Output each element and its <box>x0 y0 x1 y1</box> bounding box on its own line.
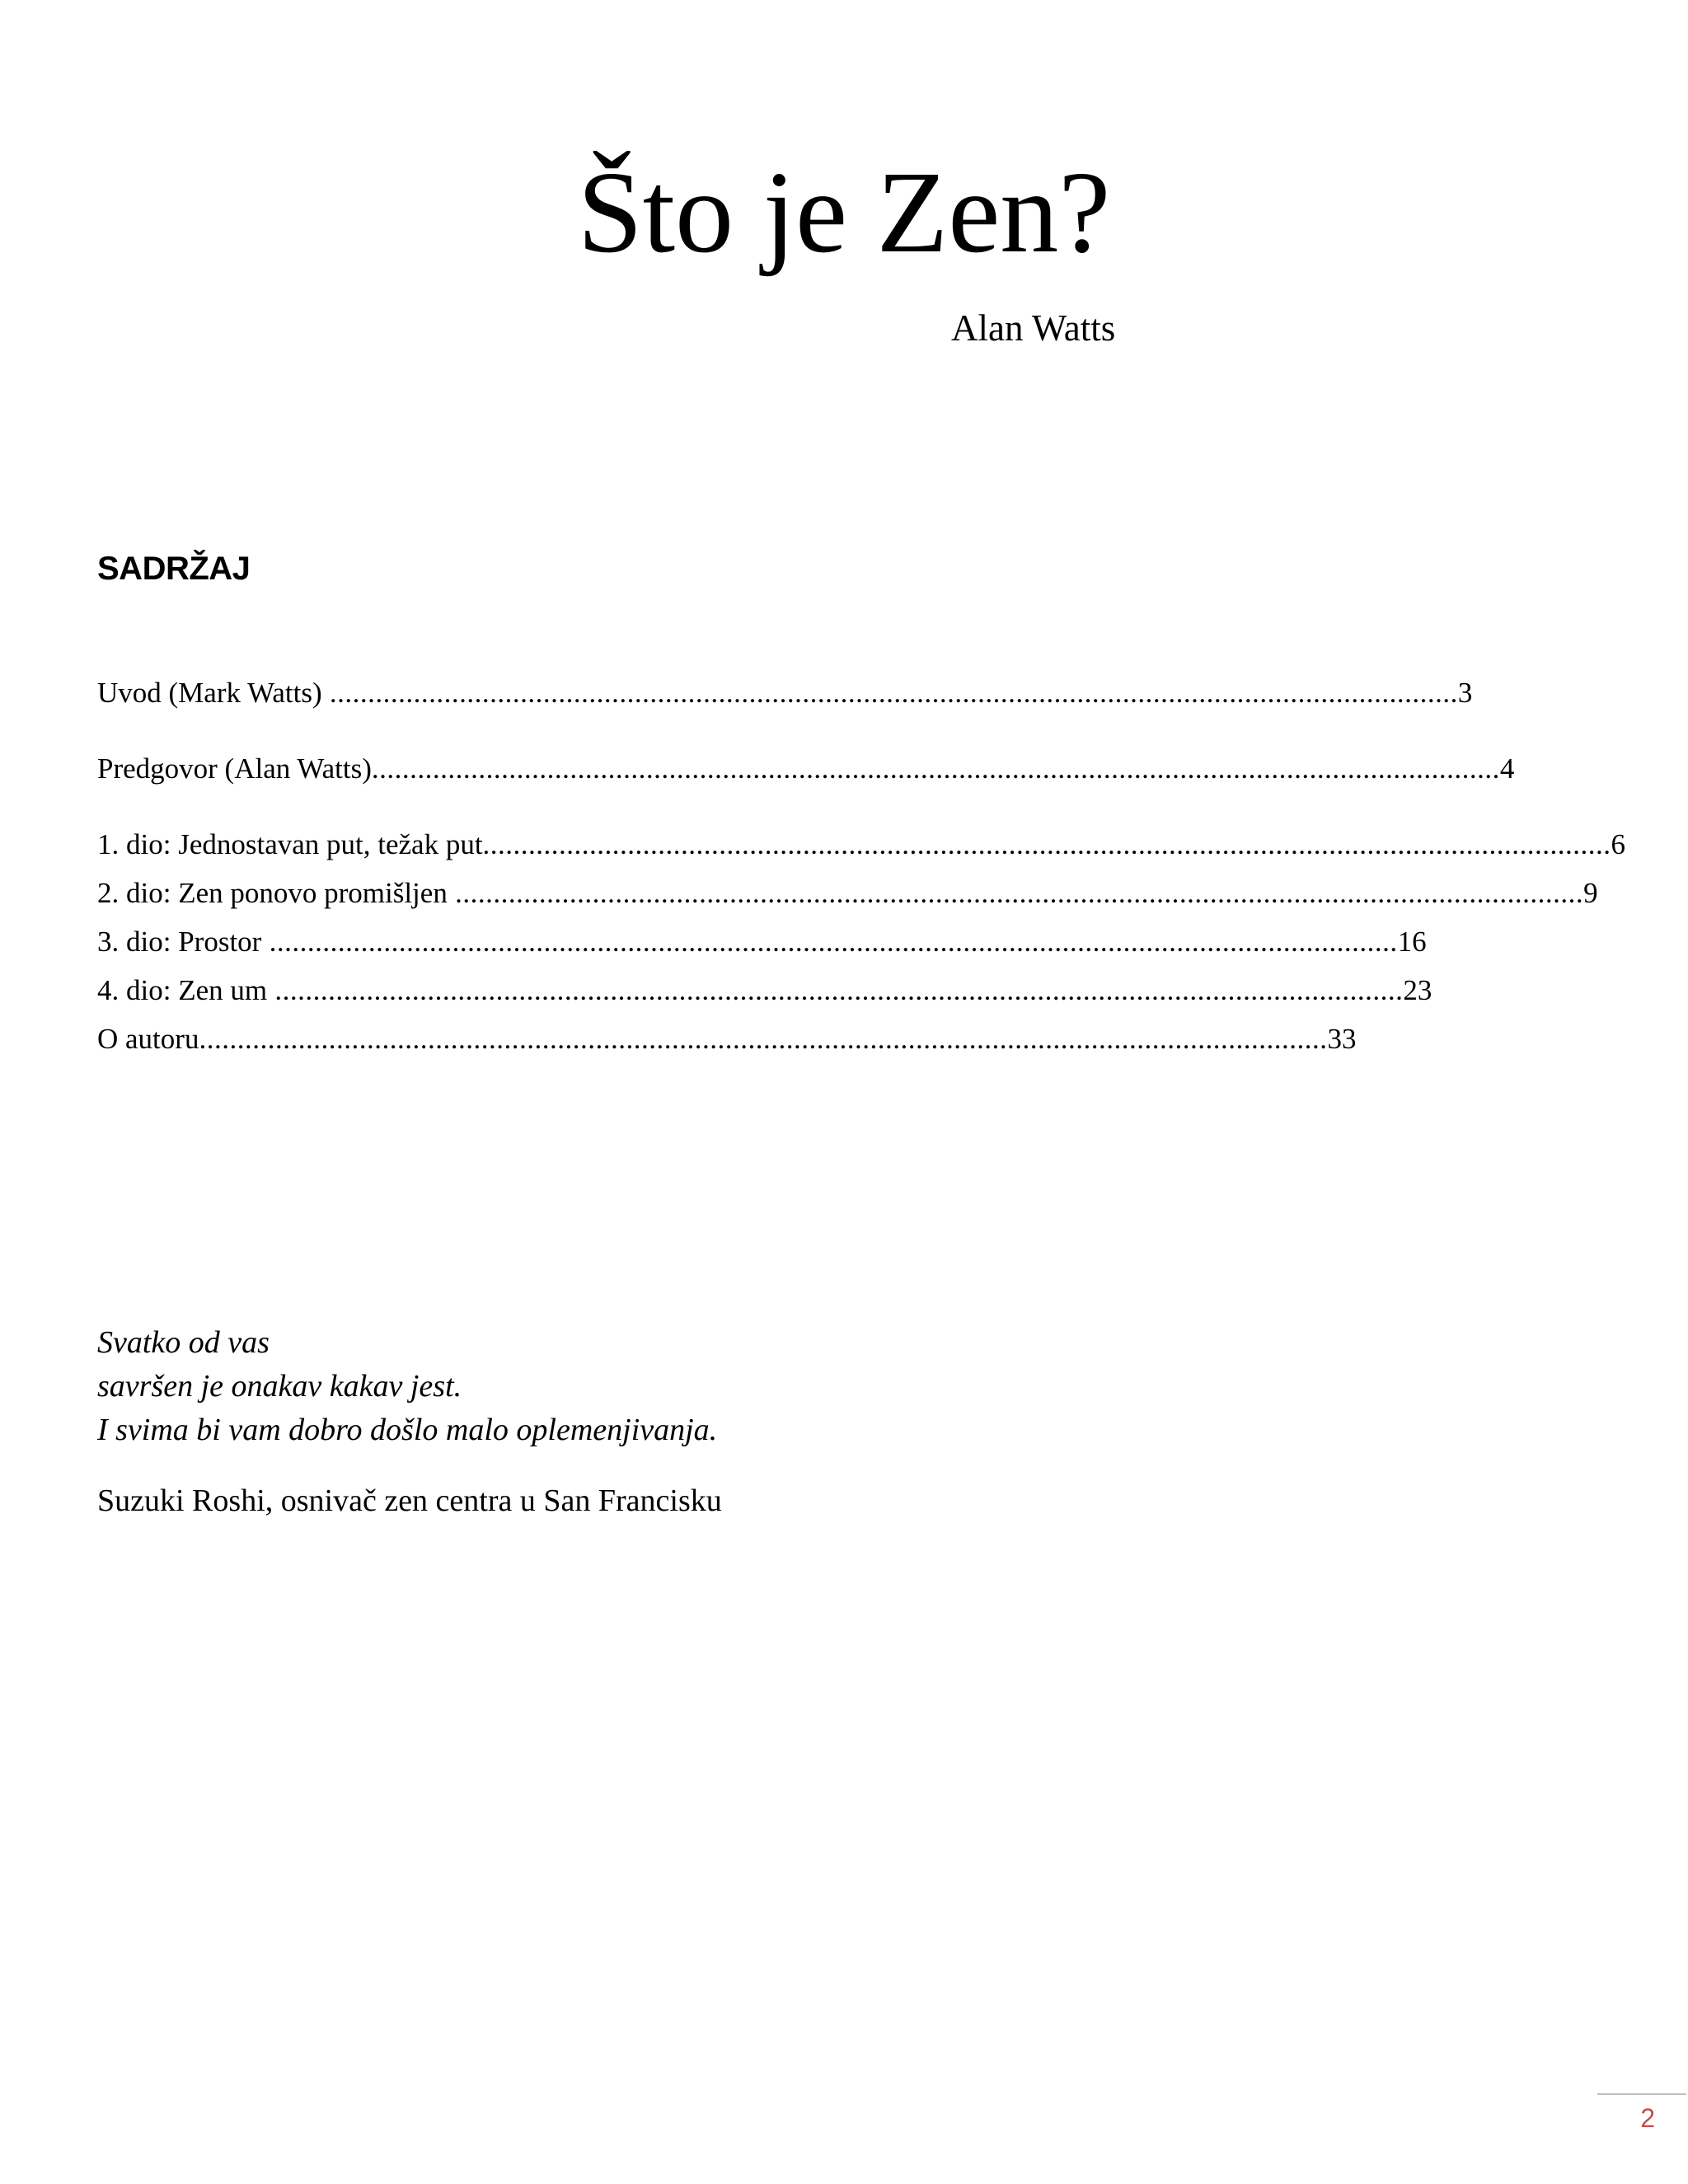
quote-line: savršen je onakav kakav jest. <box>97 1369 462 1404</box>
toc-entry-label: Uvod (Mark Watts) <box>97 677 322 709</box>
toc-entry-label: 3. dio: Prostor <box>97 926 262 958</box>
toc-entry-dio-4[interactable] <box>97 970 1432 1011</box>
toc-leader-dots: .................................................................................................................................................... <box>371 752 1500 785</box>
toc-leader-dots: .................................................................................................................................................... <box>321 677 1458 709</box>
quote-line: Svatko od vas <box>97 1325 270 1360</box>
toc-entry-page: 16 <box>1397 926 1427 958</box>
toc-leader-dots: .................................................................................................................................................... <box>267 974 1404 1006</box>
toc-heading: SADRŽAJ <box>97 551 251 587</box>
quote-attribution: Suzuki Roshi, osnivač zen centra u San Francisku <box>97 1483 722 1518</box>
toc-entry-label: Predgovor (Alan Watts) <box>97 752 372 785</box>
quote-line: I svima bi vam dobro došlo malo oplemenjivanja. <box>97 1413 718 1447</box>
book-author: Alan Watts <box>951 307 1116 349</box>
toc-entry-dio-3[interactable] <box>97 921 1427 963</box>
toc-entry-dio-2[interactable] <box>97 873 1598 914</box>
toc-entry-label: 1. dio: Jednostavan put, težak put <box>97 828 483 860</box>
toc-entry-label: 2. dio: Zen ponovo promišljen <box>97 877 448 909</box>
toc-entry-o-autoru[interactable] <box>97 1019 1357 1060</box>
toc-entry-page: 23 <box>1403 974 1432 1006</box>
epigraph-quote <box>97 1321 717 1452</box>
toc-entry-uvod[interactable] <box>97 673 1473 714</box>
toc-leader-dots: .................................................................................................................................................... <box>447 877 1584 909</box>
toc-leader-dots: .................................................................................................................................................... <box>482 828 1611 860</box>
footer-divider <box>1597 2093 1686 2095</box>
toc-entry-page: 4 <box>1499 752 1515 785</box>
toc-entry-predgovor[interactable] <box>97 748 1515 790</box>
toc-entry-label: O autoru <box>97 1023 199 1055</box>
book-title: Što je Zen? <box>577 147 1111 277</box>
page-number: 2 <box>1640 2103 1655 2133</box>
toc-entry-page: 3 <box>1457 677 1473 709</box>
toc-leader-dots: .................................................................................................................................................... <box>261 926 1398 958</box>
toc-entry-page: 33 <box>1327 1023 1357 1055</box>
toc-entry-dio-1[interactable] <box>97 824 1626 865</box>
toc-entry-label: 4. dio: Zen um <box>97 974 268 1006</box>
toc-leader-dots: .................................................................................................................................................... <box>199 1023 1328 1055</box>
toc-entry-page: 9 <box>1583 877 1598 909</box>
toc-entry-page: 6 <box>1611 828 1626 860</box>
